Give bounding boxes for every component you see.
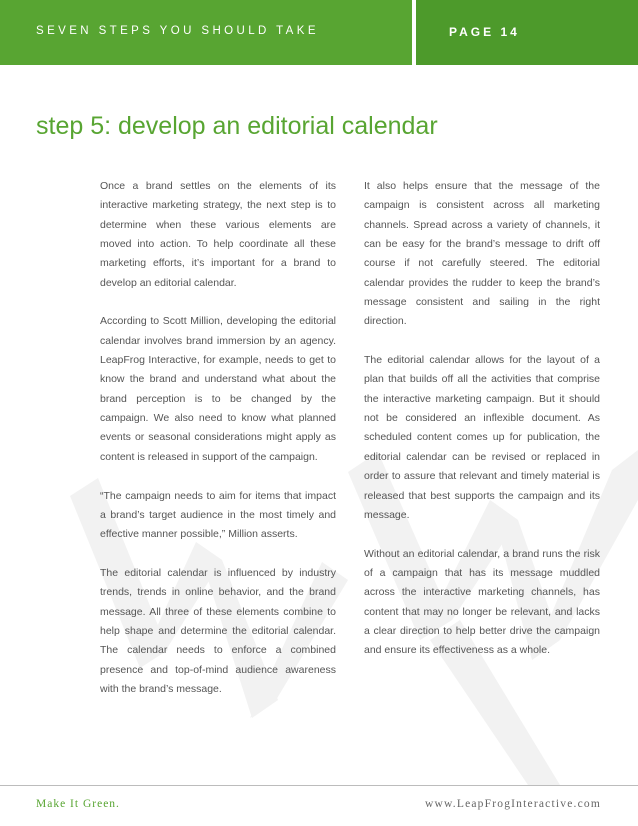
left-paragraph: The editorial calendar is influenced by industry trends, trends in online behavior, and the brand message. All three of these elements combine to help shape and determine the editorial calendar. The calendar needs to enforce a combined presence and top-of-mind audience awareness with the brand’s message. [100,566,336,695]
right-paragraph: It also helps ensure that the message of the campaign is consistent across all marketing channels. Spread across a variety of channels, it can be easy for the brand’s message to drift off course if not carefully steered. The editorial calendar provides the rudder to keep the brand’s message consistent and sailing in the right direction. [364,180,600,328]
footer-tagline: Make It Green. [36,798,120,810]
footer-website-link[interactable]: www.LeapFrogInteractive.com [425,798,601,810]
section-title: SEVEN STEPS YOU SHOULD TAKE [36,25,319,37]
left-text-column [100,177,336,719]
page-number: PAGE 14 [449,25,520,39]
left-paragraph: According to Scott Million, developing the editorial calendar involves brand immersion by an agency. LeapFrog Interactive, for example, needs to get to know the brand and understand what about the brand perception is to be changed by the campaign. We also need to know what planned events or seasonal considerations might apply as content is released in support of the campaign. [100,315,336,463]
right-text-column [364,177,600,680]
right-paragraph: The editorial calendar allows for the layout of a plan that builds off all the activities that comprise the interactive marketing campaign. But it should not be considered an inflexible document. As scheduled content comes up for publication, the editorial calendar can be revised or replaced in order to assure that relevant and timely material is released that best supports the campaign and its message. [364,354,600,521]
right-paragraph: Without an editorial calendar, a brand runs the risk of a campaign that has its message muddled across the interactive marketing channels, has content that may no longer be relevant, and lacks a clear direction to help better drive the campaign and ensure its effectiveness as a whole. [364,547,600,657]
footer-divider [0,785,638,786]
left-paragraph: “The campaign needs to aim for items that impact a brand’s target audience in the most timely and effective manner possible,” Million asserts. [100,489,336,541]
step-heading: step 5: develop an editorial calendar [36,112,438,140]
left-paragraph: Once a brand settles on the elements of its interactive marketing strategy, the next step is to determine when these various elements are moved into action. To help coordinate all these marketing efforts, it’s important for a brand to develop an editorial calendar. [100,180,336,289]
